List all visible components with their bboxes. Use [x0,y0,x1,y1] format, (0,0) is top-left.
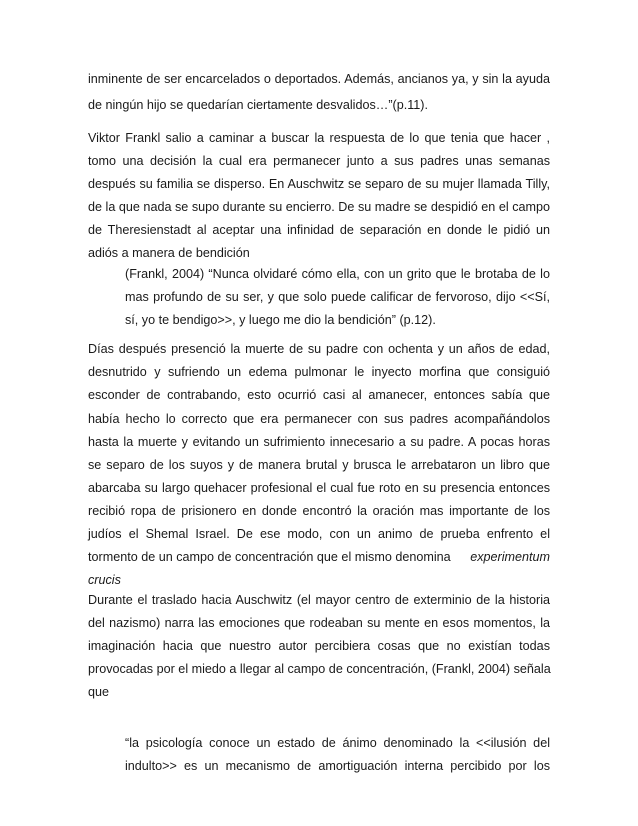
quote-line: sí, yo te bendigo>>, y luego me dio la bendición” (p.12). [125,313,436,327]
paragraph-line: Días después presenció la muerte de su padre con ochenta y un años de edad, [88,342,550,356]
paragraph-line: después su familia se disperso. En Auschwitz se separo de su mujer llamada Tilly, [88,177,550,191]
paragraph-line: imaginación hacia que nuestro autor percibiera cosas que no existían todas [88,639,550,653]
quote-line: mas profundo de su ser, y que solo puede calificar de fervoroso, dijo <<Sí, [125,290,550,304]
paragraph-line: había hecho lo correcto que era permanecer con sus padres acompañándolos [88,412,550,426]
paragraph-line: adiós a manera de bendición [88,246,250,260]
italic-term-continuation: crucis [88,573,121,587]
paragraph-line: esconder de contrabando, esto ocurrió casi al amanecer, entonces sabía que [88,388,550,402]
paragraph-line: de la que nada se supo durante su encierro. De su madre se despidió en el campo [88,200,550,214]
quote-line: (Frankl, 2004) “Nunca olvidaré cómo ella, con un grito que le brotaba de lo [125,267,550,281]
italic-term: experimentum [470,550,550,564]
paragraph-line: provocadas por el miedo a llegar al campo de concentración, (Frankl, 2004) señala [88,662,551,676]
paragraph-line: Viktor Frankl salio a caminar a buscar la respuesta de lo que tenia que hacer , [88,131,550,145]
paragraph-line: recibió ropa de prisionero en donde encontró la oración mas importante de los [88,504,550,518]
paragraph-text: tormento de un campo de concentración que el mismo denomina [88,550,451,564]
paragraph-line: se separo de los suyos y de manera brutal y brusca le arrebataron un libro que [88,458,550,472]
paragraph-line: tomo una decisión la cual era permanecer junto a sus padres unas semanas [88,154,550,168]
quote-line: “la psicología conoce un estado de ánimo denominado la <<ilusión del [125,736,550,750]
quote-line: indulto>> es un mecanismo de amortiguación interna percibido por los [125,759,550,773]
paragraph-line: judíos el Shemal Israel. De ese modo, con un animo de prueba enfrento el [88,527,550,541]
paragraph-line: de Theresienstadt al aceptar una infinidad de separación en donde le pidió un [88,223,550,237]
paragraph-line: desnutrido y sufriendo un edema pulmonar le inyecto morfina que consiguió [88,365,550,379]
paragraph-line: Durante el traslado hacia Auschwitz (el mayor centro de exterminio de la historia [88,593,550,607]
paragraph-line [88,549,550,565]
paragraph-line: inminente de ser encarcelados o deportados. Además, ancianos ya, y sin la ayuda [88,72,550,86]
paragraph-line: del nazismo) narra las emociones que rodeaban su mente en esos momentos, la [88,616,550,630]
paragraph-line: de ningún hijo se quedarían ciertamente desvalidos…”(p.11). [88,98,429,112]
paragraph-line: que [88,685,110,699]
paragraph-line: hasta la muerte y evitando un sufrimiento innecesario a su padre. A pocas horas [88,435,550,449]
paragraph-line: abarcaba su largo quehacer profesional el cual fue roto en su presencia entonces [88,481,550,495]
